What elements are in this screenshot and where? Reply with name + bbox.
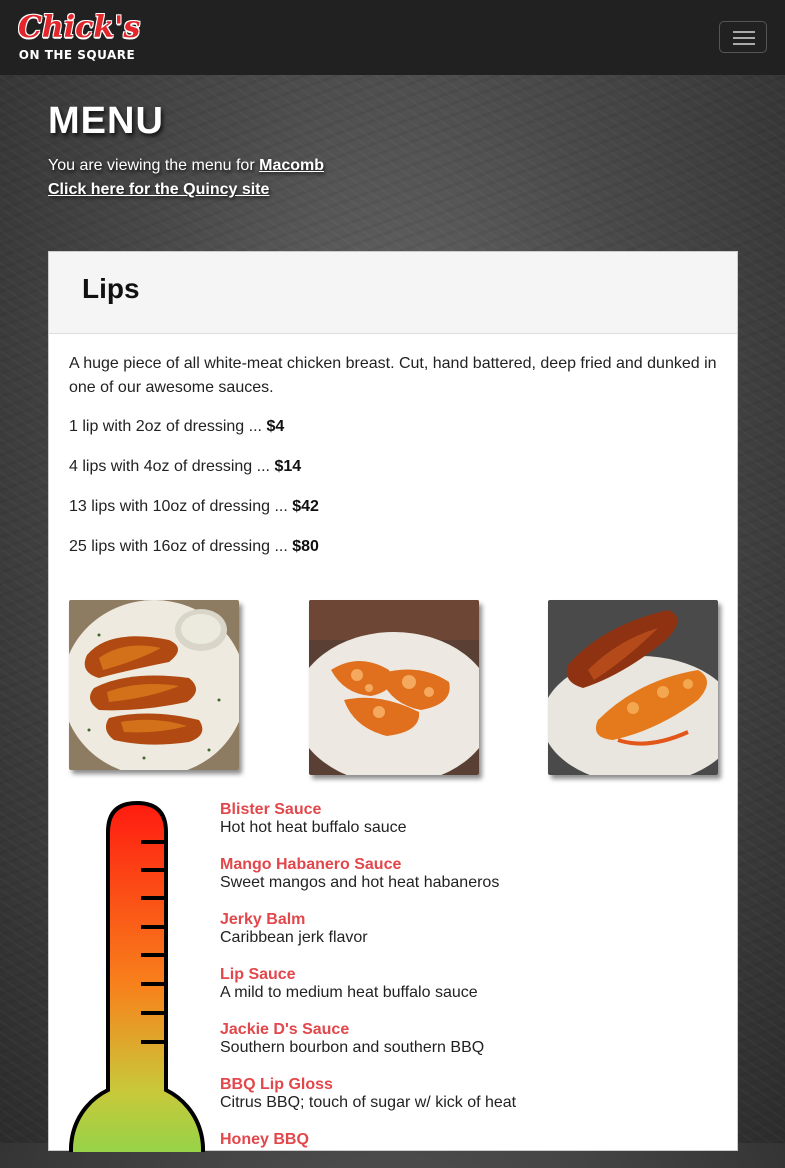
price-option xyxy=(69,458,301,476)
brand-logo-text: Chick's xyxy=(18,10,141,45)
sauce-name: BBQ Lip Gloss xyxy=(220,1076,333,1093)
sauce-description: A mild to medium heat buffalo sauce xyxy=(220,984,478,1001)
hamburger-menu-icon xyxy=(733,31,755,33)
menu-item-description: A huge piece of all white-meat chicken breast. Cut, hand battered, deep fried and dunked in one of our awesome sauces. xyxy=(69,355,717,396)
price-option-text: 1 lip with 2oz of dressing ... xyxy=(69,418,262,435)
sauce-description: Hot hot heat buffalo sauce xyxy=(220,819,407,836)
menu-item-card xyxy=(48,251,738,1151)
price-option-price: $80 xyxy=(292,538,319,555)
sauce-description: Southern bourbon and southern BBQ xyxy=(220,1039,485,1056)
sauce-name: Blister Sauce xyxy=(220,801,322,818)
navbar xyxy=(0,0,785,75)
price-option xyxy=(69,418,284,436)
site-switch xyxy=(48,181,269,199)
sauce-name: Honey BBQ xyxy=(220,1131,309,1148)
location-notice xyxy=(48,157,324,175)
food-photo-image xyxy=(69,600,239,770)
sauce-name: Jackie D's Sauce xyxy=(220,1021,350,1038)
brand-logo[interactable] xyxy=(18,10,141,64)
sauce-item xyxy=(220,856,720,892)
menu-item-title: Lips xyxy=(82,273,140,304)
card-header xyxy=(49,252,737,334)
sauce-name: Lip Sauce xyxy=(220,966,296,983)
sauce-item xyxy=(220,1131,720,1149)
price-option xyxy=(69,498,319,516)
price-option-price: $4 xyxy=(266,418,285,435)
location-prefix: You are viewing the menu for xyxy=(48,157,255,174)
sauce-item xyxy=(220,1076,720,1112)
food-photo[interactable] xyxy=(309,600,479,775)
navbar-toggle-button[interactable] xyxy=(719,21,767,53)
heat-scale-thermometer-icon xyxy=(69,800,207,1152)
price-option-price: $42 xyxy=(292,498,319,515)
sauce-item xyxy=(220,801,720,837)
price-option-text: 13 lips with 10oz of dressing ... xyxy=(69,498,288,515)
sauce-list xyxy=(220,801,720,1168)
location-link[interactable]: Macomb xyxy=(259,157,325,174)
sauce-description: Citrus BBQ; touch of sugar w/ kick of heat xyxy=(220,1094,517,1111)
food-photo-image xyxy=(548,600,718,775)
food-photo[interactable] xyxy=(548,600,718,775)
page-title: MENU xyxy=(48,100,164,142)
brand-logo-subtitle: ON THE SQUARE xyxy=(18,48,136,62)
sauce-description: Sweet mangos and hot heat habaneros xyxy=(220,874,500,891)
sauce-item xyxy=(220,1021,720,1057)
food-photo-image xyxy=(309,600,479,775)
sauce-name: Mango Habanero Sauce xyxy=(220,856,402,873)
sauce-item xyxy=(220,966,720,1002)
quincy-site-link[interactable]: Click here for the Quincy site xyxy=(48,181,270,198)
price-option-price: $14 xyxy=(274,458,302,475)
price-option xyxy=(69,538,319,556)
sauce-description: Caribbean jerk flavor xyxy=(220,929,368,946)
sauce-name: Jerky Balm xyxy=(220,911,306,928)
food-photo[interactable] xyxy=(69,600,239,770)
price-option-text: 4 lips with 4oz of dressing ... xyxy=(69,458,270,475)
sauce-item xyxy=(220,911,720,947)
price-option-text: 25 lips with 16oz of dressing ... xyxy=(69,538,288,555)
